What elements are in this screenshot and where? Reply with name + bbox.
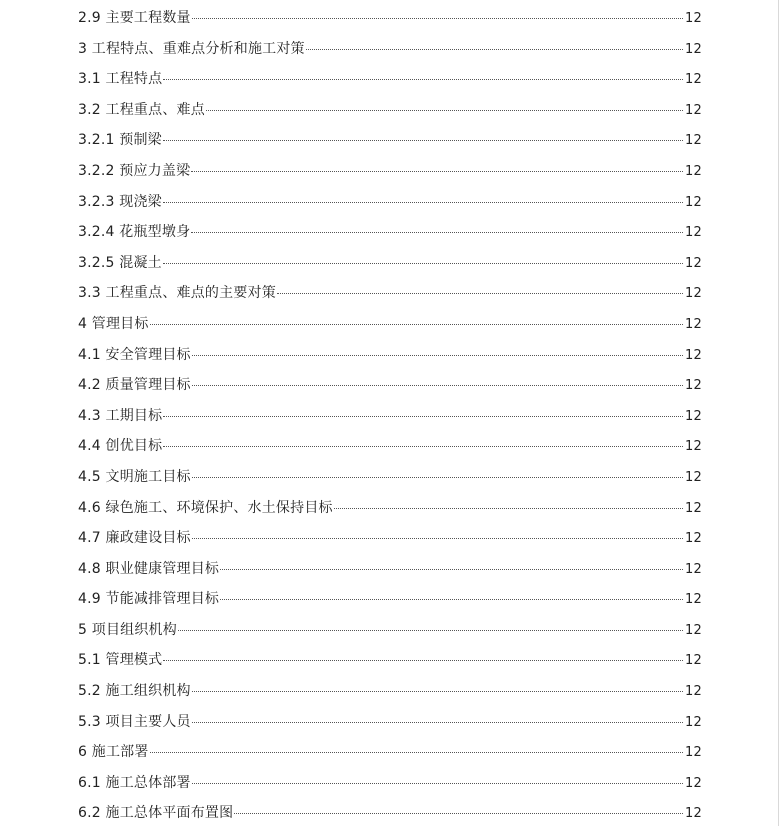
toc-dot-leader <box>192 722 683 723</box>
toc-entry-label: 5.2 施工组织机构 <box>78 683 191 700</box>
toc-entry-page-number: 12 <box>685 255 702 271</box>
toc-entry-label: 3.2.1 预制梁 <box>78 132 162 149</box>
toc-entry-page-number: 12 <box>685 194 702 210</box>
toc-entry[interactable] <box>78 431 702 462</box>
toc-entry[interactable] <box>78 493 702 524</box>
toc-entry-label: 4.2 质量管理目标 <box>78 377 191 394</box>
toc-dot-leader <box>234 813 683 814</box>
toc-entry[interactable] <box>78 95 702 126</box>
toc-entry-page-number: 12 <box>685 653 702 669</box>
toc-entry[interactable] <box>78 584 702 615</box>
toc-entry[interactable] <box>78 615 702 646</box>
toc-entry-page-number: 12 <box>685 622 702 638</box>
toc-entry-page-number: 12 <box>685 408 702 424</box>
toc-dot-leader <box>163 446 683 447</box>
toc-dot-leader <box>163 263 683 264</box>
toc-dot-leader <box>191 171 683 172</box>
toc-dot-leader <box>206 110 683 111</box>
toc-entry-label: 5.1 管理模式 <box>78 652 163 669</box>
toc-dot-leader <box>192 477 683 478</box>
toc-entry[interactable] <box>78 737 702 768</box>
toc-entry-page-number: 12 <box>685 745 702 761</box>
toc-entry-label: 4.4 创优目标 <box>78 438 163 455</box>
toc-entry-label: 3.1 工程特点 <box>78 71 163 88</box>
toc-entry-page-number: 12 <box>685 316 702 332</box>
toc-entry[interactable] <box>78 401 702 432</box>
toc-dot-leader <box>192 691 683 692</box>
toc-dot-leader <box>163 140 683 141</box>
toc-dot-leader <box>192 538 683 539</box>
toc-entry-page-number: 12 <box>685 41 702 57</box>
toc-entry[interactable] <box>78 462 702 493</box>
toc-entry-label: 3.3 工程重点、难点的主要对策 <box>78 285 276 302</box>
toc-entry[interactable] <box>78 309 702 340</box>
toc-entry-label: 6.1 施工总体部署 <box>78 774 191 791</box>
toc-entry[interactable] <box>78 3 702 34</box>
toc-entry[interactable] <box>78 278 702 309</box>
toc-entry-page-number: 12 <box>685 133 702 149</box>
toc-entry[interactable] <box>78 156 702 187</box>
toc-entry-page-number: 12 <box>685 775 702 791</box>
toc-entry-label: 3.2.5 混凝土 <box>78 254 162 271</box>
toc-dot-leader <box>277 293 683 294</box>
toc-entry[interactable] <box>78 798 702 829</box>
toc-entry[interactable] <box>78 768 702 799</box>
toc-entry-page-number: 12 <box>685 225 702 241</box>
toc-entry-label: 4.5 文明施工目标 <box>78 468 191 485</box>
toc-entry-page-number: 12 <box>685 592 702 608</box>
toc-dot-leader <box>163 660 683 661</box>
table-of-contents <box>78 3 702 829</box>
toc-entry-page-number: 12 <box>685 531 702 547</box>
toc-entry-page-number: 12 <box>685 102 702 118</box>
toc-entry-page-number: 12 <box>685 347 702 363</box>
toc-entry-page-number: 12 <box>685 469 702 485</box>
toc-entry[interactable] <box>78 707 702 738</box>
toc-entry[interactable] <box>78 340 702 371</box>
toc-dot-leader <box>178 630 683 631</box>
toc-entry[interactable] <box>78 34 702 65</box>
toc-entry-label: 3.2.3 现浇梁 <box>78 193 162 210</box>
toc-entry[interactable] <box>78 370 702 401</box>
toc-dot-leader <box>306 49 683 50</box>
toc-entry[interactable] <box>78 248 702 279</box>
toc-dot-leader <box>192 385 683 386</box>
toc-entry-page-number: 12 <box>685 72 702 88</box>
toc-entry-label: 4.8 职业健康管理目标 <box>78 560 220 577</box>
toc-entry-page-number: 12 <box>685 11 702 26</box>
toc-dot-leader <box>191 232 683 233</box>
toc-entry-label: 4.9 节能减排管理目标 <box>78 591 220 608</box>
toc-dot-leader <box>163 416 683 417</box>
toc-entry-page-number: 12 <box>685 439 702 455</box>
toc-dot-leader <box>163 79 683 80</box>
toc-entry-label: 3.2.2 预应力盖梁 <box>78 162 191 179</box>
toc-dot-leader <box>192 355 683 356</box>
toc-entry-page-number: 12 <box>685 684 702 700</box>
toc-entry-label: 4 管理目标 <box>78 315 149 332</box>
toc-entry-page-number: 12 <box>685 378 702 394</box>
toc-entry-page-number: 12 <box>685 286 702 302</box>
toc-dot-leader <box>150 752 683 753</box>
toc-entry[interactable] <box>78 187 702 218</box>
toc-entry-page-number: 12 <box>685 500 702 516</box>
toc-entry[interactable] <box>78 217 702 248</box>
toc-entry-page-number: 12 <box>685 806 702 822</box>
toc-dot-leader <box>334 508 683 509</box>
toc-entry-label: 4.3 工期目标 <box>78 407 163 424</box>
toc-entry[interactable] <box>78 64 702 95</box>
toc-entry[interactable] <box>78 645 702 676</box>
toc-dot-leader <box>192 18 683 19</box>
toc-entry-label: 5.3 项目主要人员 <box>78 713 191 730</box>
toc-entry-label: 4.6 绿色施工、环境保护、水土保持目标 <box>78 499 333 516</box>
toc-entry[interactable] <box>78 523 702 554</box>
toc-entry[interactable] <box>78 676 702 707</box>
toc-entry-page-number: 12 <box>685 561 702 577</box>
toc-dot-leader <box>150 324 683 325</box>
toc-entry-label: 3 工程特点、重难点分析和施工对策 <box>78 40 305 57</box>
toc-entry[interactable] <box>78 125 702 156</box>
toc-entry-page-number: 12 <box>685 163 702 179</box>
toc-entry-label: 2.9 主要工程数量 <box>78 10 191 26</box>
toc-entry-label: 4.1 安全管理目标 <box>78 346 191 363</box>
toc-dot-leader <box>192 783 683 784</box>
toc-entry-label: 5 项目组织机构 <box>78 621 177 638</box>
toc-dot-leader <box>220 599 683 600</box>
toc-entry-page-number: 12 <box>685 714 702 730</box>
toc-entry-label: 3.2 工程重点、难点 <box>78 101 205 118</box>
toc-entry-label: 4.7 廉政建设目标 <box>78 530 191 547</box>
toc-dot-leader <box>163 202 683 203</box>
toc-dot-leader <box>220 569 683 570</box>
toc-entry[interactable] <box>78 554 702 585</box>
toc-entry-label: 3.2.4 花瓶型墩身 <box>78 224 191 241</box>
toc-entry-label: 6 施工部署 <box>78 744 149 761</box>
toc-entry-label: 6.2 施工总体平面布置图 <box>78 805 234 822</box>
